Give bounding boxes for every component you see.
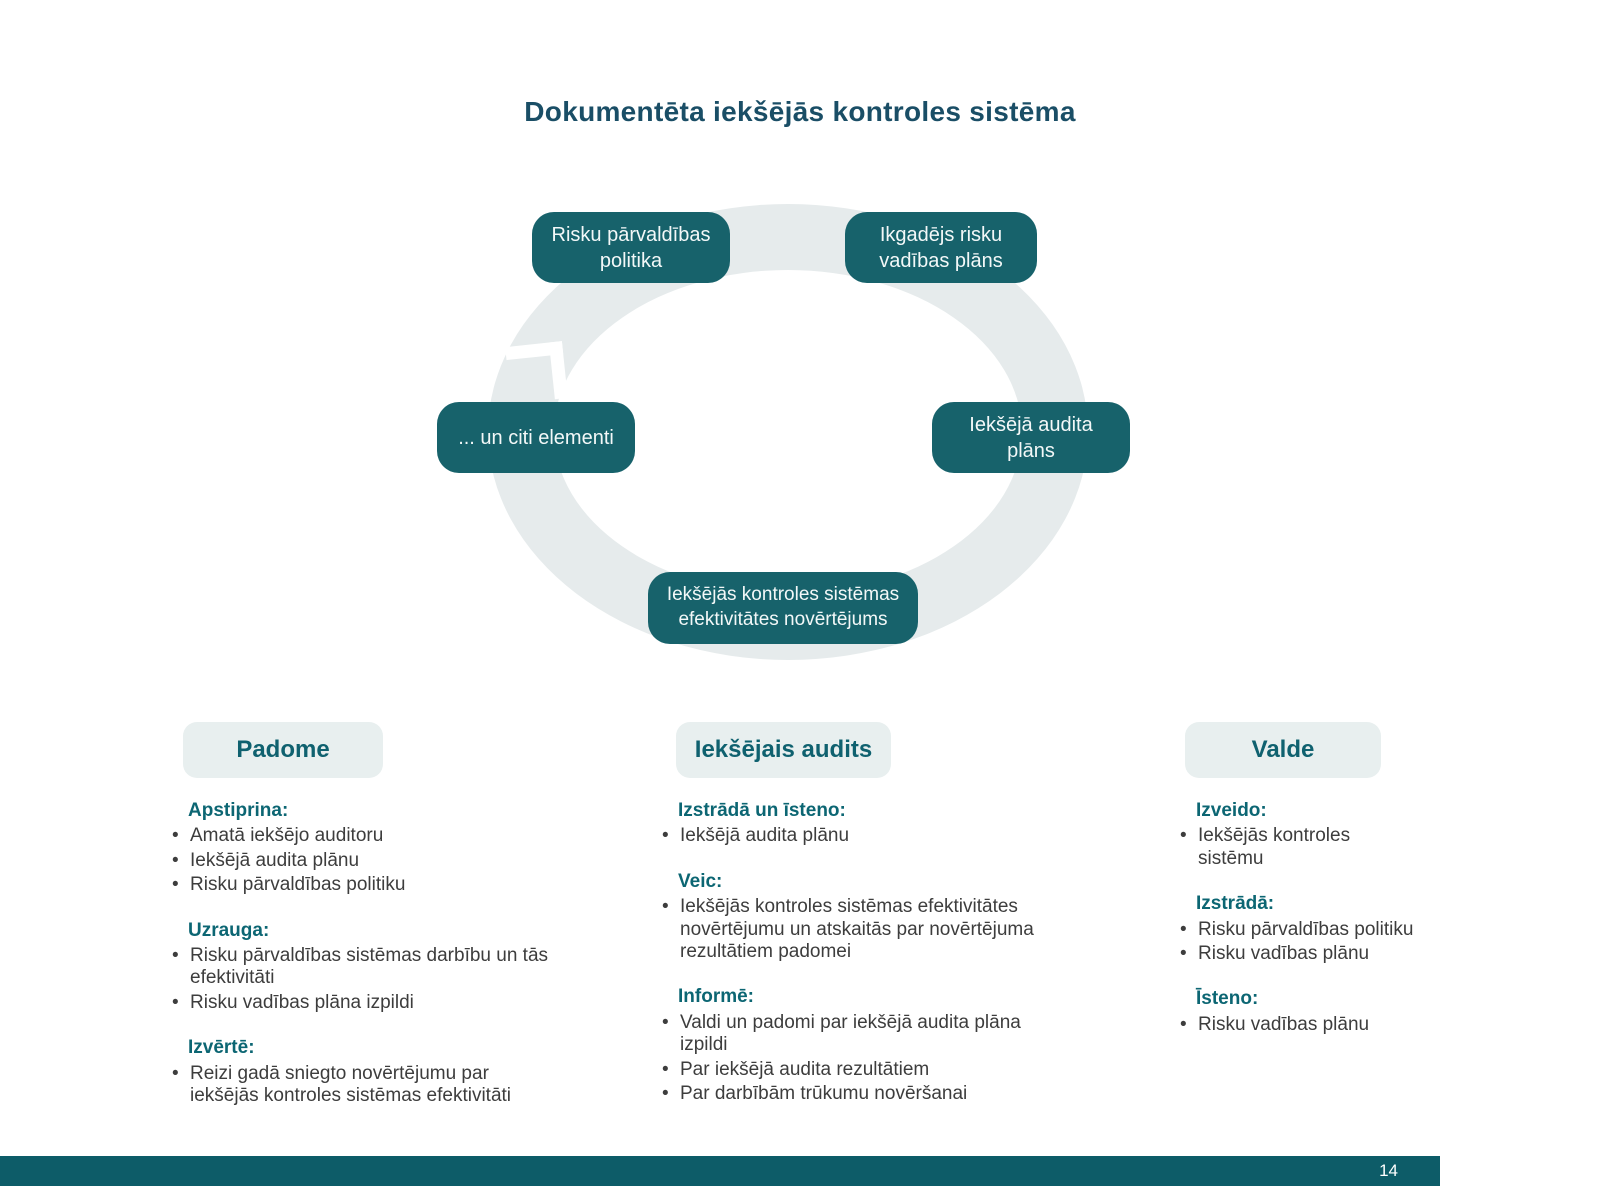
list-item (660, 1083, 1060, 1105)
bullet-icon: • (1180, 918, 1187, 940)
list-item-text: Risku pārvaldības politiku (190, 874, 406, 896)
bullet-icon: • (172, 945, 179, 967)
bullet-icon: • (172, 825, 179, 847)
cycle-node-efektivitates-novertejums (648, 572, 918, 644)
list-item-text: Iekšējā audita plānu (190, 849, 360, 871)
list-item-text: Risku pārvaldības sistēmas darbību un tās efektivitāti (190, 945, 549, 989)
column-header-label: Valde (1251, 736, 1315, 763)
list-item (660, 1059, 1060, 1081)
section-heading: Īsteno: (1196, 988, 1259, 1010)
page-number: 14 (1379, 1161, 1398, 1180)
column-valde (1178, 800, 1418, 1059)
page-title: Dokumentēta iekšējās kontroles sistēma (524, 96, 1076, 127)
bullet-icon: • (662, 1083, 669, 1105)
section (1178, 800, 1418, 870)
bullet-icon: • (1180, 1013, 1187, 1035)
list-item-text: Amatā iekšējo auditoru (190, 825, 384, 847)
section (660, 800, 1060, 848)
section (1178, 893, 1418, 965)
list-item (1178, 825, 1418, 870)
bullet-icon: • (662, 1058, 669, 1080)
cycle-node-un-citi-elementi (437, 402, 635, 473)
section (1178, 988, 1418, 1036)
cycle-node-risku-parvaldibas-politika (532, 212, 730, 283)
list-item-text: Risku vadības plāna izpildi (190, 991, 414, 1013)
bullet-icon: • (1180, 825, 1187, 847)
list-item (170, 850, 562, 872)
cycle-node-label: Ikgadējs risku vadības plāns (879, 223, 1003, 272)
column-iekšejais-audits (660, 800, 1060, 1128)
list-item (170, 874, 562, 896)
column-header-valde (1185, 722, 1381, 778)
cycle-arrow-icon (505, 341, 568, 404)
footer-bar (0, 1156, 1440, 1186)
section-heading: Uzrauga: (188, 919, 270, 941)
list-item (170, 945, 562, 990)
cycle-node-ikseja-audita-plans (932, 402, 1130, 473)
list-item-text: Iekšējā audita plānu (680, 825, 850, 847)
section-heading: Apstiprina: (188, 800, 289, 821)
list-item-text: Par iekšējā audita rezultātiem (680, 1058, 930, 1080)
column-header-padome (183, 722, 383, 778)
section-heading: Izstrādā un īsteno: (678, 800, 846, 821)
list-item (660, 1012, 1060, 1057)
column-header-label: Iekšējais audits (694, 736, 873, 763)
list-item-text: Risku vadības plānu (1198, 1013, 1370, 1035)
bullet-icon: • (662, 1011, 669, 1033)
list-item-text: Risku vadības plānu (1198, 943, 1370, 965)
list-item (170, 1063, 562, 1108)
cycle-node-ikgadejs-risku-vadibas-plans (845, 212, 1037, 283)
list-item (170, 825, 562, 847)
column-header-label: Padome (236, 736, 330, 763)
bullet-icon: • (172, 991, 179, 1013)
cycle-node-label: Iekšējās kontroles sistēmas efektivitātes novērtējums (666, 584, 900, 630)
list-item-text: Iekšējās kontroles sistēmas efektivitātes novērtējumu un atskaitās par novērtējuma rezultātiem padomei (680, 896, 1034, 963)
list-item (660, 825, 1060, 847)
section (660, 986, 1060, 1105)
list-item-text: Risku pārvaldības politiku (1198, 918, 1414, 940)
list-item-text: Iekšējās kontroles sistēmu (1198, 825, 1351, 869)
list-item (660, 896, 1060, 963)
bullet-icon: • (172, 1062, 179, 1084)
section-heading: Izstrādā: (1196, 893, 1275, 915)
list-item-text: Reizi gadā sniegto novērtējumu par iekšējās kontroles sistēmas efektivitāti (190, 1062, 512, 1107)
section-heading: Izveido: (1196, 800, 1267, 821)
section-heading: Informē: (678, 986, 754, 1008)
section (170, 1037, 562, 1107)
list-item (1178, 919, 1418, 941)
section (170, 920, 562, 1015)
list-item (1178, 943, 1418, 965)
list-item-text: Valdi un padomi par iekšējā audita plāna izpildi (680, 1011, 1021, 1056)
bullet-icon: • (172, 849, 179, 871)
section-heading: Izvērtē: (188, 1037, 255, 1059)
section (660, 871, 1060, 964)
bullet-icon: • (1180, 943, 1187, 965)
bullet-icon: • (662, 896, 669, 918)
section (170, 800, 562, 897)
bullet-icon: • (662, 825, 669, 847)
cycle-node-label: Iekšējā audita plāns (969, 413, 1093, 462)
list-item (1178, 1014, 1418, 1036)
cycle-node-label: Risku pārvaldības politika (551, 223, 711, 272)
list-item-text: Par darbībām trūkumu novēršanai (680, 1083, 968, 1105)
list-item (170, 992, 562, 1014)
section-heading: Veic: (678, 870, 723, 892)
column-header-iekšejais-audits (676, 722, 891, 778)
column-padome (170, 800, 562, 1130)
cycle-node-label: ... un citi elementi (458, 426, 614, 449)
bullet-icon: • (172, 874, 179, 896)
